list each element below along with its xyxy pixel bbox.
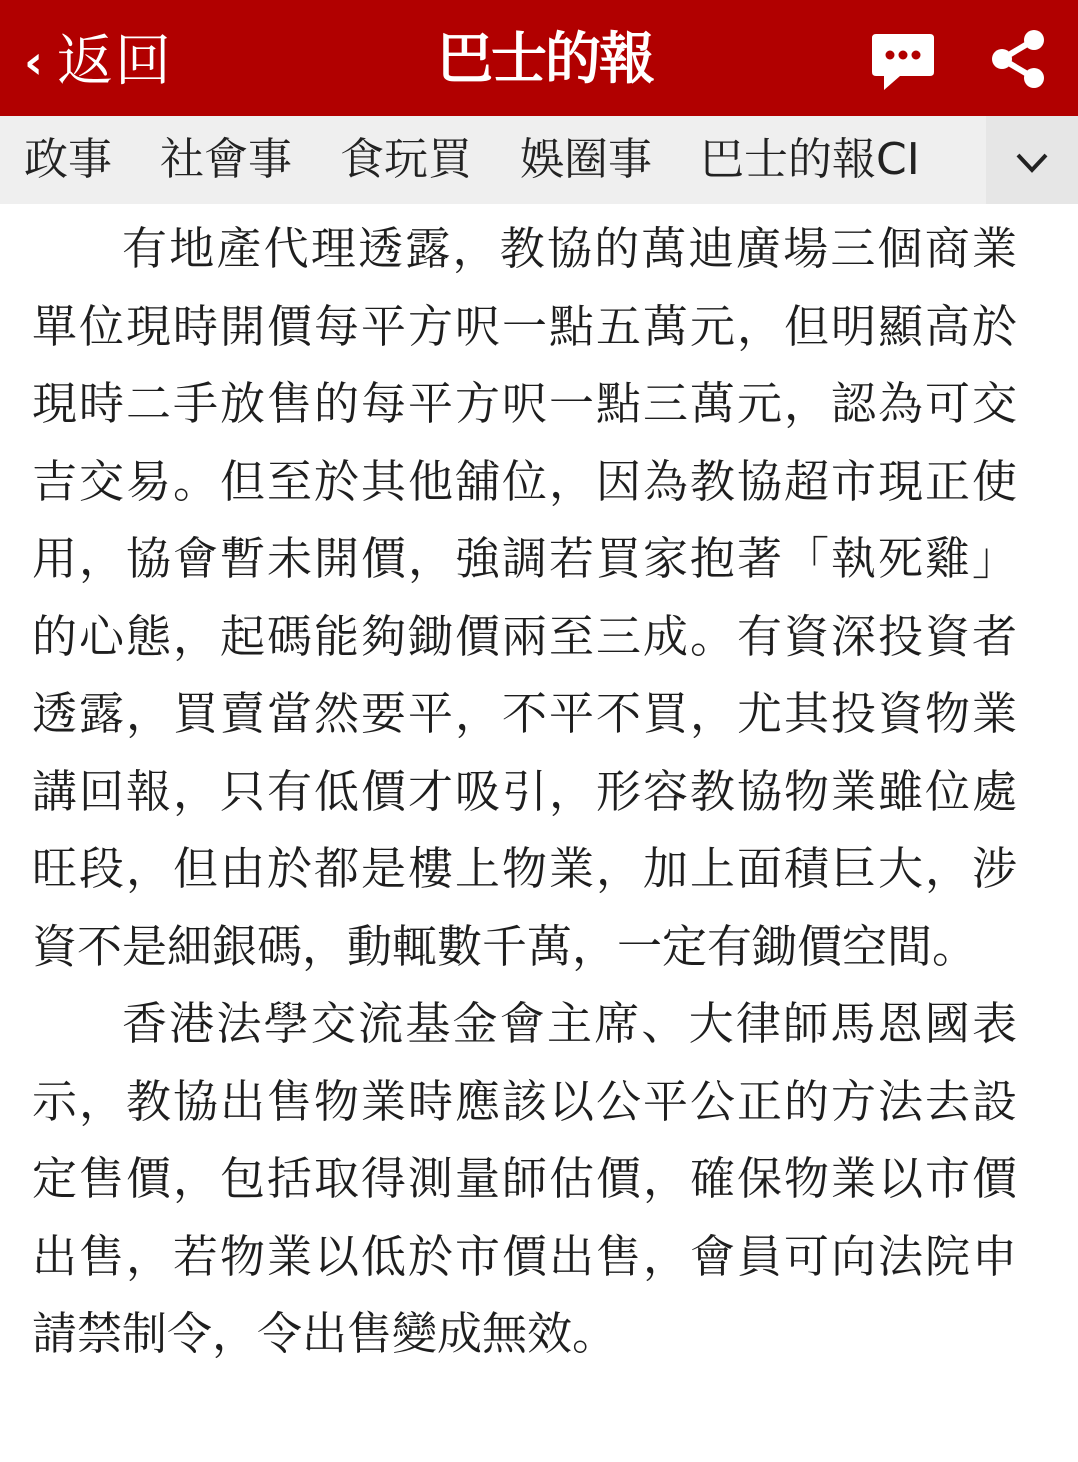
logo-text: 巴士的報 [437,27,653,92]
category-tab-list [24,116,984,204]
back-button[interactable] [24,22,173,102]
article-paragraph: 香港法學交流基金會主席、大律師馬恩國表示，教協出售物業時應該以公平公正的方法去設定售價，包括取得測量師估價，確保物業以市價出售，若物業以低於市價出售，會員可向法院申請禁制令，令出售變成無效。 [32,997,1017,1360]
back-chevron-icon: ‹ [24,35,43,89]
top-bar [0,0,1078,116]
back-label: 返回 [56,29,173,94]
article-body [32,210,1017,1373]
site-logo[interactable] [430,28,660,92]
article-paragraph: 有地產代理透露，教協的萬迪廣場三個商業單位現時開價每平方呎一點五萬元，但明顯高於現時二手放售的每平方呎一點三萬元，認為可交吉交易。但至於其他舖位，因為教協超市現正使用，協會暫未開價，強調若買家抱著「執死雞」的心態，起碼能夠鋤價兩至三成。有資深投資者透露，買賣當然要平，不平不買，尤其投資物業講回報，只有低價才吸引，形容教協物業雖位處旺段，但由於都是樓上物業，加上面積巨大，涉資不是細銀碼，動輒數千萬，一定有鋤價空間。 [32,222,1017,973]
comment-dots-icon [870,30,936,94]
category-tabs [0,116,1078,204]
chevron-down-icon [1012,142,1052,182]
comment-button[interactable] [870,30,936,94]
tab-entertainment[interactable]: 娛圈事 [520,134,652,185]
tab-food-play-shop[interactable]: 食玩買 [340,134,472,185]
tabs-expand-button[interactable] [986,116,1078,204]
share-icon [988,28,1048,90]
tab-bastille-post[interactable]: 巴士的報CI [700,134,920,185]
tab-society[interactable]: 社會事 [160,134,292,185]
share-button[interactable] [988,28,1048,90]
tab-politics[interactable]: 政事 [24,134,112,185]
